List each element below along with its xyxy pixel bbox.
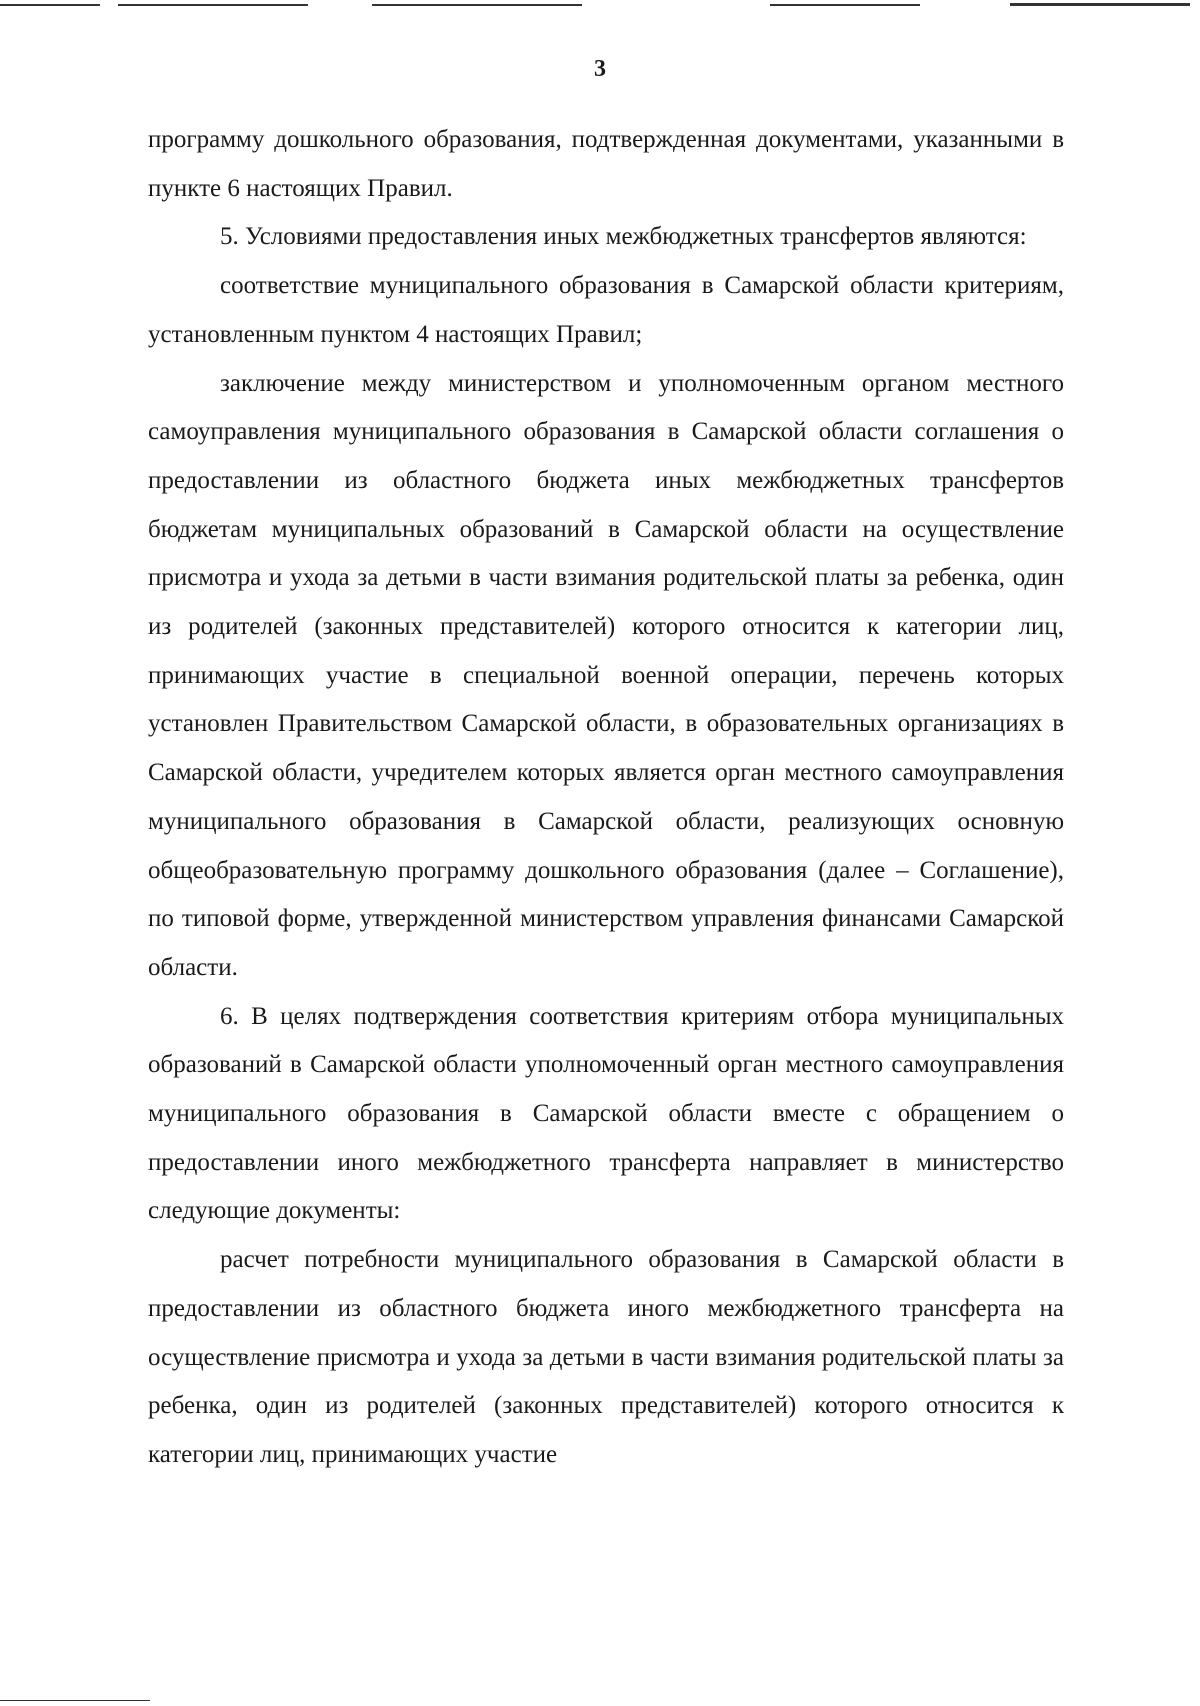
- paragraph-item-6: 6. В целях подтверждения соответствия критериям отбора муниципальных образований в Самарской области уполномоченный орган местного самоуправления муниципального образования в Самарской области вместе с обращением о предоставлении иного межбюджетного трансферта направляет в министерство следующие документы:: [148, 1002, 1064, 1225]
- paragraph-condition-2: заключение между министерством и уполномоченным органом местного самоуправления муниципального образования в Самарской области соглашения о предоставлении из областного бюджета иных межбюджетных трансфертов бюджетам муниципальных образований в Самарской области на осуществление присмотра и ухода за детьми в части взимания родительской платы за ребенка, один из родителей (законных представителей) которого относится к категории лиц, принимающих участие в специальной военной операции, перечень которых установлен Правительством Самарской области, в образовательных организациях в Самарской области, учредителем которых является орган местного самоуправления муниципального образования в Самарской области, реализующих основную общеобразовательную программу дошкольного образования (далее – Соглашение), по типовой форме, утвержденной министерством управления финансами Самарской области.: [148, 369, 1064, 981]
- paragraph-condition-1: соответствие муниципального образования в Самарской области критериям, установленным пунктом 4 настоящих Правил;: [148, 272, 1064, 348]
- document-body: [148, 116, 1064, 1480]
- scan-artifact-bottom: [0, 1698, 1200, 1706]
- paragraph-continuation: программу дошкольного образования, подтвержденная документами, указанными в пункте 6 настоящих Правил.: [148, 126, 1064, 202]
- page-number: 3: [594, 56, 606, 82]
- paragraph-document-1: расчет потребности муниципального образования в Самарской области в предоставлении из областного бюджета иного межбюджетного трансферта на осуществление присмотра и ухода за детьми в части взимания родительской платы за ребенка, один из родителей (законных представителей) которого относится к категории лиц, принимающих участие: [148, 1246, 1064, 1468]
- scan-artifact-top: [0, 0, 1200, 14]
- paragraph-item-5: 5. Условиями предоставления иных межбюджетных трансфертов являются:: [220, 223, 1027, 251]
